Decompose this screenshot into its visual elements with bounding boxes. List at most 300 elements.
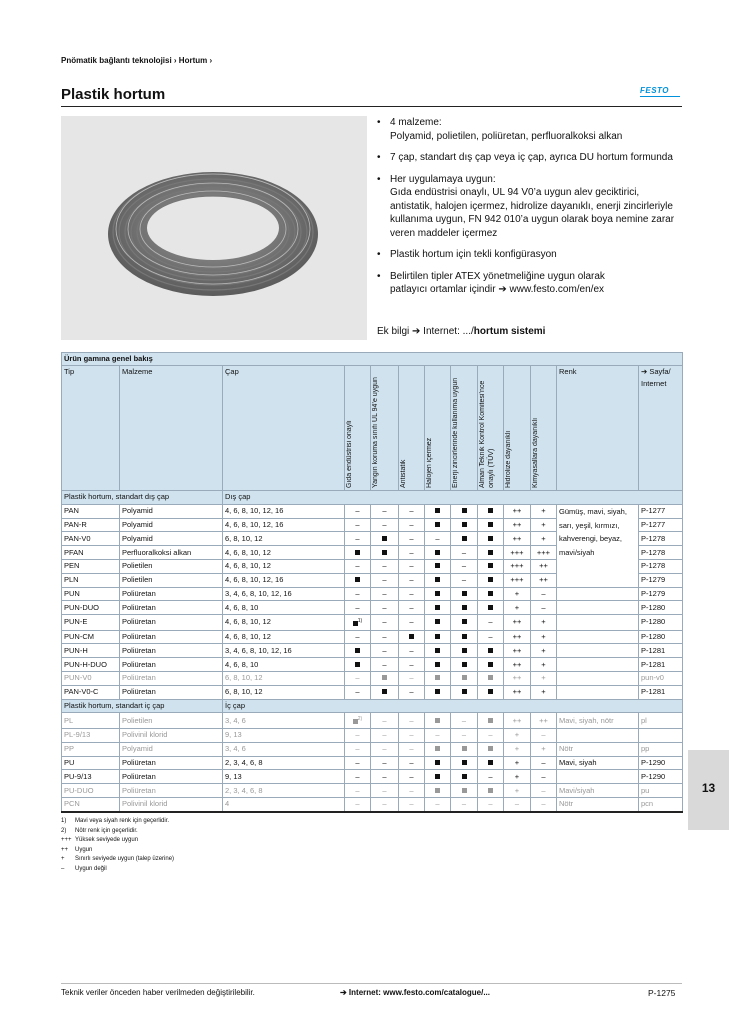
bullet-text: 7 çap, standart dış çap veya iç çap, ayrıca DU hortum formunda bbox=[390, 152, 673, 163]
feature-cell: + bbox=[531, 518, 557, 532]
check-square-icon bbox=[488, 788, 493, 793]
cell-diameter: 4, 6, 8, 10 bbox=[223, 601, 345, 615]
feature-cell: ++ bbox=[504, 615, 531, 631]
section-diameter-label: Dış çap bbox=[223, 491, 683, 505]
cell-type: PAN-R bbox=[62, 518, 120, 532]
cell-page-link[interactable]: P-1279 bbox=[639, 573, 683, 587]
check-square-icon bbox=[382, 689, 387, 694]
feature-cell: + bbox=[531, 532, 557, 546]
table-row bbox=[62, 615, 683, 631]
feature-cell: – bbox=[478, 630, 504, 644]
footnote-item bbox=[61, 865, 174, 875]
col-header-feature-label: Antistatik bbox=[400, 459, 407, 488]
check-square-icon bbox=[488, 746, 493, 751]
table-row bbox=[62, 728, 683, 742]
feature-cell bbox=[451, 784, 478, 798]
feature-cell bbox=[425, 630, 451, 644]
feature-cell bbox=[478, 685, 504, 699]
bullet-item bbox=[377, 248, 682, 262]
feature-cell: – bbox=[371, 784, 399, 798]
feature-cell bbox=[478, 756, 504, 770]
feature-cell: – bbox=[451, 728, 478, 742]
table-row bbox=[62, 770, 683, 784]
feature-cell bbox=[425, 546, 451, 560]
footnote-text: Mavi veya siyah renk için geçerlidir. bbox=[75, 818, 170, 824]
feature-cell: – bbox=[345, 504, 371, 518]
cell-color bbox=[557, 728, 639, 742]
col-header-feature-label: Yangın koruma sınıfı UL 94’e uygun bbox=[372, 377, 379, 488]
section-label: Plastik hortum, standart dış çap bbox=[62, 491, 223, 505]
cell-material: Poliüretan bbox=[120, 587, 223, 601]
check-square-icon bbox=[462, 619, 467, 624]
footnote-text: Sınırlı seviyede uygun (talep üzerine) bbox=[75, 856, 175, 863]
cell-diameter: 6, 8, 10, 12 bbox=[223, 532, 345, 546]
cell-material: Polivinil klorid bbox=[120, 797, 223, 811]
logo-underline bbox=[640, 96, 680, 97]
feature-cell bbox=[478, 742, 504, 756]
cell-page-link[interactable]: P-1278 bbox=[639, 532, 683, 546]
footnote-text: Nötr renk için geçerlidir. bbox=[75, 827, 138, 834]
check-square-icon bbox=[488, 522, 493, 527]
footer-divider bbox=[61, 983, 682, 984]
check-square-icon bbox=[462, 760, 467, 765]
check-square-icon bbox=[435, 718, 440, 723]
title-divider bbox=[61, 106, 682, 107]
cell-material: Poliüretan bbox=[120, 644, 223, 658]
table-row bbox=[62, 672, 683, 686]
feature-cell bbox=[425, 713, 451, 729]
check-square-icon bbox=[488, 689, 493, 694]
check-square-icon bbox=[435, 689, 440, 694]
check-square-icon bbox=[435, 522, 440, 527]
cell-color bbox=[557, 770, 639, 784]
feature-cell bbox=[478, 559, 504, 573]
check-square-icon bbox=[435, 774, 440, 779]
check-square-icon bbox=[462, 591, 467, 596]
check-square-icon bbox=[488, 536, 493, 541]
feature-list bbox=[377, 116, 682, 305]
check-square-icon bbox=[462, 648, 467, 653]
bullet-text: Her uygulamaya uygun: bbox=[390, 173, 496, 185]
feature-cell bbox=[425, 658, 451, 672]
cell-page-link[interactable]: P-1280 bbox=[639, 601, 683, 615]
bullet-text: Plastik hortum için tekli konfigürasyon bbox=[390, 249, 557, 260]
col-header-diameter: Çap bbox=[223, 366, 345, 491]
cell-page-link[interactable]: P-1277 bbox=[639, 518, 683, 532]
cell-material: Polyamid bbox=[120, 532, 223, 546]
bullet-text: patlayıcı ortamlar içindir ➔ www.festo.com/en/ex bbox=[390, 284, 605, 295]
bullet-text: Polyamid, polietilen, poliüretan, perfluoralkoksi alkan bbox=[390, 130, 623, 142]
cell-page-link[interactable]: pl bbox=[639, 713, 683, 729]
feature-cell bbox=[451, 601, 478, 615]
col-header-feature-label: Gıda endüstrisi onaylı bbox=[346, 420, 353, 488]
feature-cell: +++ bbox=[504, 573, 531, 587]
feature-cell: – bbox=[345, 601, 371, 615]
cell-diameter: 6, 8, 10, 12 bbox=[223, 672, 345, 686]
section-label: Plastik hortum, standart iç çap bbox=[62, 699, 223, 713]
cell-type: PUN-DUO bbox=[62, 601, 120, 615]
feature-cell: ++ bbox=[504, 713, 531, 729]
feature-cell bbox=[478, 532, 504, 546]
feature-cell: – bbox=[478, 797, 504, 811]
cell-page-link[interactable]: P-1278 bbox=[639, 546, 683, 560]
feature-cell: – bbox=[371, 630, 399, 644]
cell-material: Poliüretan bbox=[120, 630, 223, 644]
feature-cell: – bbox=[345, 756, 371, 770]
section-row bbox=[62, 491, 683, 505]
cell-material: Polietilen bbox=[120, 559, 223, 573]
col-header-page: ➔ Sayfa/ Internet bbox=[639, 366, 683, 491]
check-square-icon bbox=[382, 675, 387, 680]
cell-diameter: 9, 13 bbox=[223, 728, 345, 742]
cell-page-link[interactable]: P-1280 bbox=[639, 630, 683, 644]
table-row bbox=[62, 784, 683, 798]
feature-cell: – bbox=[345, 784, 371, 798]
feature-cell: +++ bbox=[531, 546, 557, 560]
breadcrumb: Pnömatik bağlantı teknolojisi › Hortum › bbox=[61, 56, 213, 65]
feature-cell: – bbox=[399, 532, 425, 546]
table-row bbox=[62, 630, 683, 644]
feature-cell: – bbox=[399, 728, 425, 742]
feature-cell bbox=[451, 518, 478, 532]
table-row bbox=[62, 797, 683, 811]
feature-cell: – bbox=[399, 685, 425, 699]
feature-cell: – bbox=[371, 615, 399, 631]
feature-cell: + bbox=[504, 784, 531, 798]
cell-material: Perfluoralkoksi alkan bbox=[120, 546, 223, 560]
cell-type: PCN bbox=[62, 797, 120, 811]
cell-diameter: 4, 6, 8, 10, 12, 16 bbox=[223, 518, 345, 532]
cell-material: Poliüretan bbox=[120, 770, 223, 784]
feature-cell: + bbox=[504, 770, 531, 784]
feature-cell: + bbox=[504, 728, 531, 742]
footnotes bbox=[61, 817, 174, 875]
chapter-tab[interactable]: 13 bbox=[688, 750, 729, 830]
feature-cell: – bbox=[345, 587, 371, 601]
feature-cell: – bbox=[371, 756, 399, 770]
feature-cell bbox=[478, 587, 504, 601]
feature-cell: – bbox=[371, 658, 399, 672]
table-caption-row bbox=[62, 353, 683, 366]
check-square-icon bbox=[462, 774, 467, 779]
check-square-icon bbox=[488, 605, 493, 610]
feature-cell bbox=[345, 658, 371, 672]
cell-page-link[interactable]: P-1277 bbox=[639, 504, 683, 518]
cell-page-link[interactable]: pun-v0 bbox=[639, 672, 683, 686]
cell-page-link[interactable]: P-1279 bbox=[639, 587, 683, 601]
cell-diameter: 3, 4, 6, 8, 10, 12, 16 bbox=[223, 587, 345, 601]
table-row bbox=[62, 601, 683, 615]
check-square-icon bbox=[488, 662, 493, 667]
feature-cell: – bbox=[451, 559, 478, 573]
table-row bbox=[62, 644, 683, 658]
check-square-icon bbox=[488, 550, 493, 555]
cell-color bbox=[557, 630, 639, 644]
cell-material: Polyamid bbox=[120, 518, 223, 532]
feature-cell: – bbox=[345, 630, 371, 644]
feature-cell bbox=[451, 630, 478, 644]
check-square-icon bbox=[435, 591, 440, 596]
cell-color bbox=[557, 601, 639, 615]
feature-cell bbox=[451, 615, 478, 631]
feature-cell: – bbox=[451, 546, 478, 560]
feature-cell: – bbox=[425, 797, 451, 811]
cell-type: PL bbox=[62, 713, 120, 729]
extra-info[interactable] bbox=[377, 326, 545, 337]
col-header-feature bbox=[425, 366, 451, 491]
feature-cell: – bbox=[345, 518, 371, 532]
col-header-feature bbox=[345, 366, 371, 491]
check-square-icon bbox=[462, 536, 467, 541]
check-square-icon bbox=[462, 634, 467, 639]
footnote-item bbox=[61, 855, 174, 865]
cell-page-link[interactable]: P-1278 bbox=[639, 559, 683, 573]
check-square-icon bbox=[355, 662, 360, 667]
feature-cell: ++ bbox=[531, 559, 557, 573]
col-header-feature-label: Hidrolize dayanıklı bbox=[505, 430, 512, 488]
cell-color: Gümüş, mavi, siyah, sarı, yeşil, kırmızı, kahverengi, beyaz, mavi/siyah bbox=[557, 504, 639, 587]
col-header-feature bbox=[504, 366, 531, 491]
table-caption: Ürün gamına genel bakış bbox=[62, 353, 683, 366]
cell-page-link[interactable]: pu bbox=[639, 784, 683, 798]
feature-cell: – bbox=[451, 797, 478, 811]
footnote-item bbox=[61, 827, 174, 837]
cell-color bbox=[557, 615, 639, 631]
feature-cell bbox=[478, 672, 504, 686]
check-square-icon bbox=[462, 662, 467, 667]
feature-cell: – bbox=[399, 756, 425, 770]
feature-cell: – bbox=[399, 658, 425, 672]
feature-cell bbox=[425, 587, 451, 601]
col-header-feature-label: Kimyasallara dayanıklı bbox=[532, 417, 539, 488]
page-number: P-1275 bbox=[648, 988, 676, 998]
feature-cell bbox=[478, 644, 504, 658]
feature-cell: – bbox=[399, 601, 425, 615]
cell-page-link[interactable]: pp bbox=[639, 742, 683, 756]
check-square-icon bbox=[435, 675, 440, 680]
col-header-feature bbox=[451, 366, 478, 491]
cell-diameter: 3, 4, 6, 8, 10, 12, 16 bbox=[223, 644, 345, 658]
feature-cell: – bbox=[399, 742, 425, 756]
cell-type: PAN-V0 bbox=[62, 532, 120, 546]
feature-cell: – bbox=[399, 770, 425, 784]
footer-catalogue-link[interactable]: ➔ Internet: www.festo.com/catalogue/... bbox=[340, 988, 490, 997]
check-square-icon bbox=[462, 675, 467, 680]
table-row bbox=[62, 504, 683, 518]
feature-cell: – bbox=[531, 601, 557, 615]
feature-cell: – bbox=[399, 784, 425, 798]
feature-cell: – bbox=[371, 559, 399, 573]
feature-cell: – bbox=[399, 573, 425, 587]
feature-cell: – bbox=[371, 728, 399, 742]
feature-cell: – bbox=[478, 728, 504, 742]
feature-cell: + bbox=[531, 504, 557, 518]
feature-cell: – bbox=[371, 713, 399, 729]
feature-cell: – bbox=[345, 672, 371, 686]
cell-color bbox=[557, 644, 639, 658]
feature-cell: – bbox=[371, 644, 399, 658]
check-square-icon bbox=[435, 508, 440, 513]
cell-color bbox=[557, 587, 639, 601]
cell-material: Polivinil klorid bbox=[120, 728, 223, 742]
footnote-text: Uygun değil bbox=[75, 865, 107, 872]
feature-cell: – bbox=[399, 587, 425, 601]
extra-info-prefix: Ek bilgi ➔ Internet: .../ bbox=[377, 326, 474, 337]
check-square-icon bbox=[435, 648, 440, 653]
feature-cell: – bbox=[425, 728, 451, 742]
footnote-marker: – bbox=[61, 865, 65, 872]
check-square-icon bbox=[435, 760, 440, 765]
col-header-material: Malzeme bbox=[120, 366, 223, 491]
feature-cell: – bbox=[478, 615, 504, 631]
feature-cell: + bbox=[504, 587, 531, 601]
bullet-text: Belirtilen tipler ATEX yönetmeliğine uygun olarak bbox=[390, 270, 605, 282]
feature-cell bbox=[425, 644, 451, 658]
feature-cell bbox=[425, 573, 451, 587]
footnote-marker: 1) bbox=[61, 818, 67, 824]
cell-material: Poliüretan bbox=[120, 784, 223, 798]
hose-coil-image bbox=[61, 116, 367, 340]
feature-cell bbox=[478, 573, 504, 587]
cell-color bbox=[557, 672, 639, 686]
footnote-marker: +++ bbox=[61, 837, 72, 844]
table-row bbox=[62, 658, 683, 672]
feature-cell: + bbox=[531, 672, 557, 686]
cell-page-link[interactable]: P-1290 bbox=[639, 756, 683, 770]
feature-cell: – bbox=[399, 559, 425, 573]
feature-cell bbox=[425, 784, 451, 798]
feature-cell: ++ bbox=[504, 658, 531, 672]
feature-cell: + bbox=[531, 644, 557, 658]
bullet-item bbox=[377, 151, 682, 165]
cell-type: PUN-H-DUO bbox=[62, 658, 120, 672]
feature-cell: – bbox=[531, 797, 557, 811]
table-row bbox=[62, 713, 683, 729]
feature-cell: – bbox=[399, 615, 425, 631]
feature-cell: – bbox=[531, 784, 557, 798]
table-header-row bbox=[62, 366, 683, 491]
check-square-icon bbox=[355, 550, 360, 555]
feature-cell bbox=[425, 742, 451, 756]
col-header-feature bbox=[399, 366, 425, 491]
feature-cell: ++ bbox=[504, 644, 531, 658]
footnote-item bbox=[61, 817, 174, 827]
cell-type: PAN-V0-C bbox=[62, 685, 120, 699]
feature-cell: – bbox=[371, 601, 399, 615]
cell-type: PUN-E bbox=[62, 615, 120, 631]
feature-cell: – bbox=[345, 559, 371, 573]
table-row bbox=[62, 742, 683, 756]
cell-type: PLN bbox=[62, 573, 120, 587]
feature-cell bbox=[345, 644, 371, 658]
cell-page-link[interactable]: pcn bbox=[639, 797, 683, 811]
col-header-feature-label: Alman Teknik Kontrol Komitesi’nce onaylı (TÜV) bbox=[479, 380, 495, 488]
feature-cell bbox=[371, 546, 399, 560]
feature-cell: – bbox=[399, 713, 425, 729]
feature-cell: – bbox=[399, 797, 425, 811]
bullet-item bbox=[377, 116, 682, 143]
section-diameter-label: İç çap bbox=[223, 699, 683, 713]
check-square-icon bbox=[462, 788, 467, 793]
cell-type: PEN bbox=[62, 559, 120, 573]
footnote-item bbox=[61, 846, 174, 856]
footnote-text: Yüksek seviyede uygun bbox=[75, 837, 139, 844]
feature-cell bbox=[451, 770, 478, 784]
cell-page-link[interactable]: P-1281 bbox=[639, 644, 683, 658]
feature-cell bbox=[451, 685, 478, 699]
feature-cell: – bbox=[345, 742, 371, 756]
cell-page-link[interactable] bbox=[639, 728, 683, 742]
feature-cell: – bbox=[345, 685, 371, 699]
feature-cell: + bbox=[504, 601, 531, 615]
feature-cell: – bbox=[345, 728, 371, 742]
feature-cell: – bbox=[345, 532, 371, 546]
feature-cell bbox=[478, 546, 504, 560]
feature-cell: – bbox=[451, 713, 478, 729]
feature-cell: – bbox=[371, 587, 399, 601]
cell-type: PP bbox=[62, 742, 120, 756]
check-square-icon bbox=[435, 634, 440, 639]
cell-material: Polyamid bbox=[120, 504, 223, 518]
feature-cell bbox=[478, 518, 504, 532]
feature-cell: ++ bbox=[531, 573, 557, 587]
feature-cell bbox=[425, 615, 451, 631]
check-square-icon bbox=[488, 760, 493, 765]
col-header-feature bbox=[478, 366, 504, 491]
footnote-text: Uygun bbox=[75, 846, 93, 853]
col-header-feature-label: Enerji zincirlerinde kullanıma uygun bbox=[452, 377, 459, 488]
product-overview-table bbox=[61, 352, 682, 813]
check-square-icon bbox=[488, 591, 493, 596]
feature-cell: – bbox=[371, 518, 399, 532]
cell-color: Nötr bbox=[557, 742, 639, 756]
bullet-item bbox=[377, 173, 682, 241]
cell-diameter: 4 bbox=[223, 797, 345, 811]
cell-diameter: 2, 3, 4, 6, 8 bbox=[223, 784, 345, 798]
cell-page-link[interactable]: P-1281 bbox=[639, 658, 683, 672]
col-header-feature bbox=[371, 366, 399, 491]
feature-cell: – bbox=[399, 504, 425, 518]
feature-cell: ++ bbox=[531, 713, 557, 729]
check-square-icon bbox=[488, 508, 493, 513]
cell-page-link[interactable]: P-1290 bbox=[639, 770, 683, 784]
check-square-icon bbox=[382, 536, 387, 541]
cell-material: Polietilen bbox=[120, 573, 223, 587]
feature-cell bbox=[451, 658, 478, 672]
footer-disclaimer: Teknik veriler önceden haber verilmeden değiştirilebilir. bbox=[61, 988, 255, 997]
feature-cell bbox=[425, 672, 451, 686]
footnote-ref: 2) bbox=[357, 716, 363, 723]
feature-cell bbox=[371, 672, 399, 686]
table-row bbox=[62, 756, 683, 770]
col-header-type: Tip bbox=[62, 366, 120, 491]
check-square-icon bbox=[488, 577, 493, 582]
feature-cell: + bbox=[531, 615, 557, 631]
check-square-icon bbox=[355, 577, 360, 582]
table-row bbox=[62, 587, 683, 601]
cell-diameter: 4, 6, 8, 10, 12 bbox=[223, 546, 345, 560]
cell-material: Polyamid bbox=[120, 742, 223, 756]
feature-cell bbox=[399, 630, 425, 644]
extra-info-link[interactable]: hortum sistemi bbox=[473, 326, 546, 337]
cell-diameter: 9, 13 bbox=[223, 770, 345, 784]
cell-page-link[interactable]: P-1281 bbox=[639, 685, 683, 699]
feature-cell: ++ bbox=[504, 532, 531, 546]
cell-diameter: 4, 6, 8, 10, 12, 16 bbox=[223, 504, 345, 518]
cell-diameter: 3, 4, 6 bbox=[223, 742, 345, 756]
cell-material: Poliüretan bbox=[120, 685, 223, 699]
cell-page-link[interactable]: P-1280 bbox=[639, 615, 683, 631]
